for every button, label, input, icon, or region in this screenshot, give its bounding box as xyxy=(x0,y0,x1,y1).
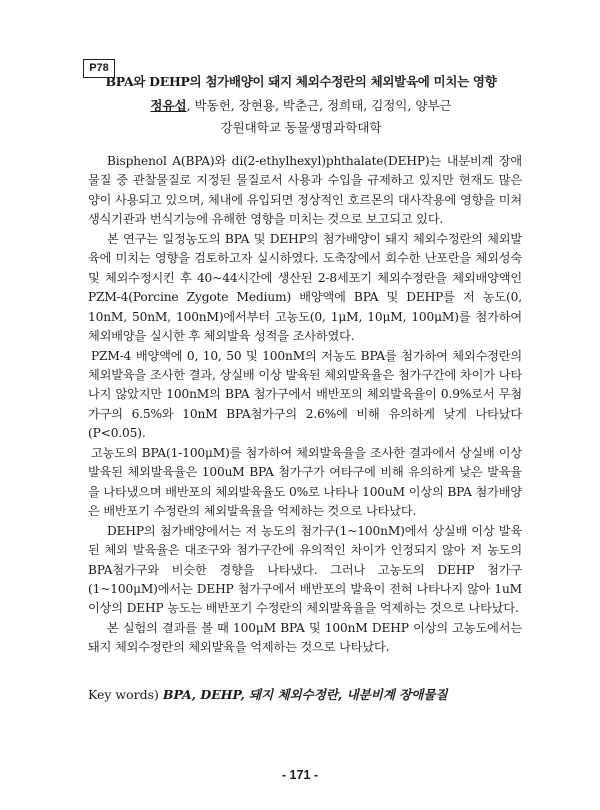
keywords-label: Key words) xyxy=(88,687,163,702)
paper-title: BPA와 DEHP의 첨가배양이 돼지 체외수정란의 체외발육에 미치는 영향 xyxy=(105,74,497,89)
abstract-paragraph-4: 고농도의 BPA(1-100μM)를 첨가하여 체외발육율을 조사한 결과에서 상실배 이상 발육된 체외발육율은 100uM BPA 첨가구가 여타구에 비해 유의하게 낮은 발육율을 나타냈으며 배반포의 체외발육율도 0%로 나타나 100uM 이상의 BPA 첨가배양은 배반포기 수정란의 체외발육율을 억제하는 것으로 나타났다. xyxy=(88,445,522,519)
poster-label: P78 xyxy=(83,59,115,78)
abstract-paragraph-1: Bisphenol A(BPA)와 di(2-ethylhexyl)phthalate(DEHP)는 내분비계 장애물질 중 관찰물질로 지정된 물질로서 사용과 수입을 규제하고 있지만 현재도 많은 양이 사용되고 있으며, 체내에 유입되면 정상적인 호르몬의 대사작용에 영향을 미쳐 생식기관과 번식기능에 유해한 영향을 미치는 것으로 보고되고 있다. xyxy=(88,154,522,227)
keywords-line xyxy=(88,685,522,703)
abstract-paragraph-5: DEHP의 첨가배양에서는 저 농도의 첨가구(1~100nM)에서 상실배 이상 발육된 체외 발육율은 대조구와 첨가구간에 유의적인 차이가 인정되지 않아 저 농도의 BPA첨가구와 비슷한 경향을 나타냈다. 그러나 고농도의 DEHP 첨가구(1~100μM)에서는 DEHP 첨가구에서 배반포의 발육이 전혀 나타나지 않아 1uM 이상의 DEHP 농도는 배반포기 수정란의 체외발육율을 억제하는 것으로 나타났다. xyxy=(88,523,522,616)
abstract-paragraph-3: PZM-4 배양액에 0, 10, 50 및 100nM의 저농도 BPA를 첨가하여 체외수정란의 체외발육을 조사한 결과, 상실배 이상 발육된 체외발육율은 첨가구간에 차이가 나타나지 않았지만 100nM의 BPA 첨가구에서 배반포의 체외발육율이 0.9%로서 무첨가구의 6.5%와 10nM BPA첨가구의 2.6%에 비해 유의하게 낮게 나타났다(P<0.05). xyxy=(88,348,522,441)
presenting-author: 정유섭 xyxy=(150,98,187,113)
affiliation: 강원대학교 동물생명과학대학 xyxy=(220,120,382,135)
abstract-paragraph-6: 본 실험의 결과를 볼 때 100μM BPA 및 100nM DEHP 이상의 고농도에서는 돼지 체외수정란의 체외발육을 억제하는 것으로 나타났다. xyxy=(88,620,522,655)
abstract-body xyxy=(88,152,522,658)
author-list xyxy=(80,96,522,114)
abstract-paragraph-2: 본 연구는 일정농도의 BPA 및 DEHP의 첨가배양이 돼지 체외수정란의 체외발육에 미치는 영향을 검토하고자 실시하였다. 도축장에서 회수한 난포란을 체외성숙 및 체외수정시킨 후 40~44시간에 생산된 2-8세포기 체외수정란을 체외배양액인 PZM-4(Porcine Zygote Medium) 배양액에 BPA 및 DEHP를 저 농도(0, 10nM, 50nM, 100nM)에서부터 고농도(0, 1μM, 10μM, 100μM)를 첨가하여 체외배양을 실시한 후 체외발육 성적을 조사하였다. xyxy=(88,231,522,344)
page-number: - 171 - xyxy=(281,768,319,782)
co-authors: , 박동헌, 장현용, 박춘근, 정희태, 김정익, 양부근 xyxy=(186,98,452,113)
keywords-values: BPA, DEHP, 돼지 체외수정란, 내분비계 장애물질 xyxy=(162,687,448,702)
